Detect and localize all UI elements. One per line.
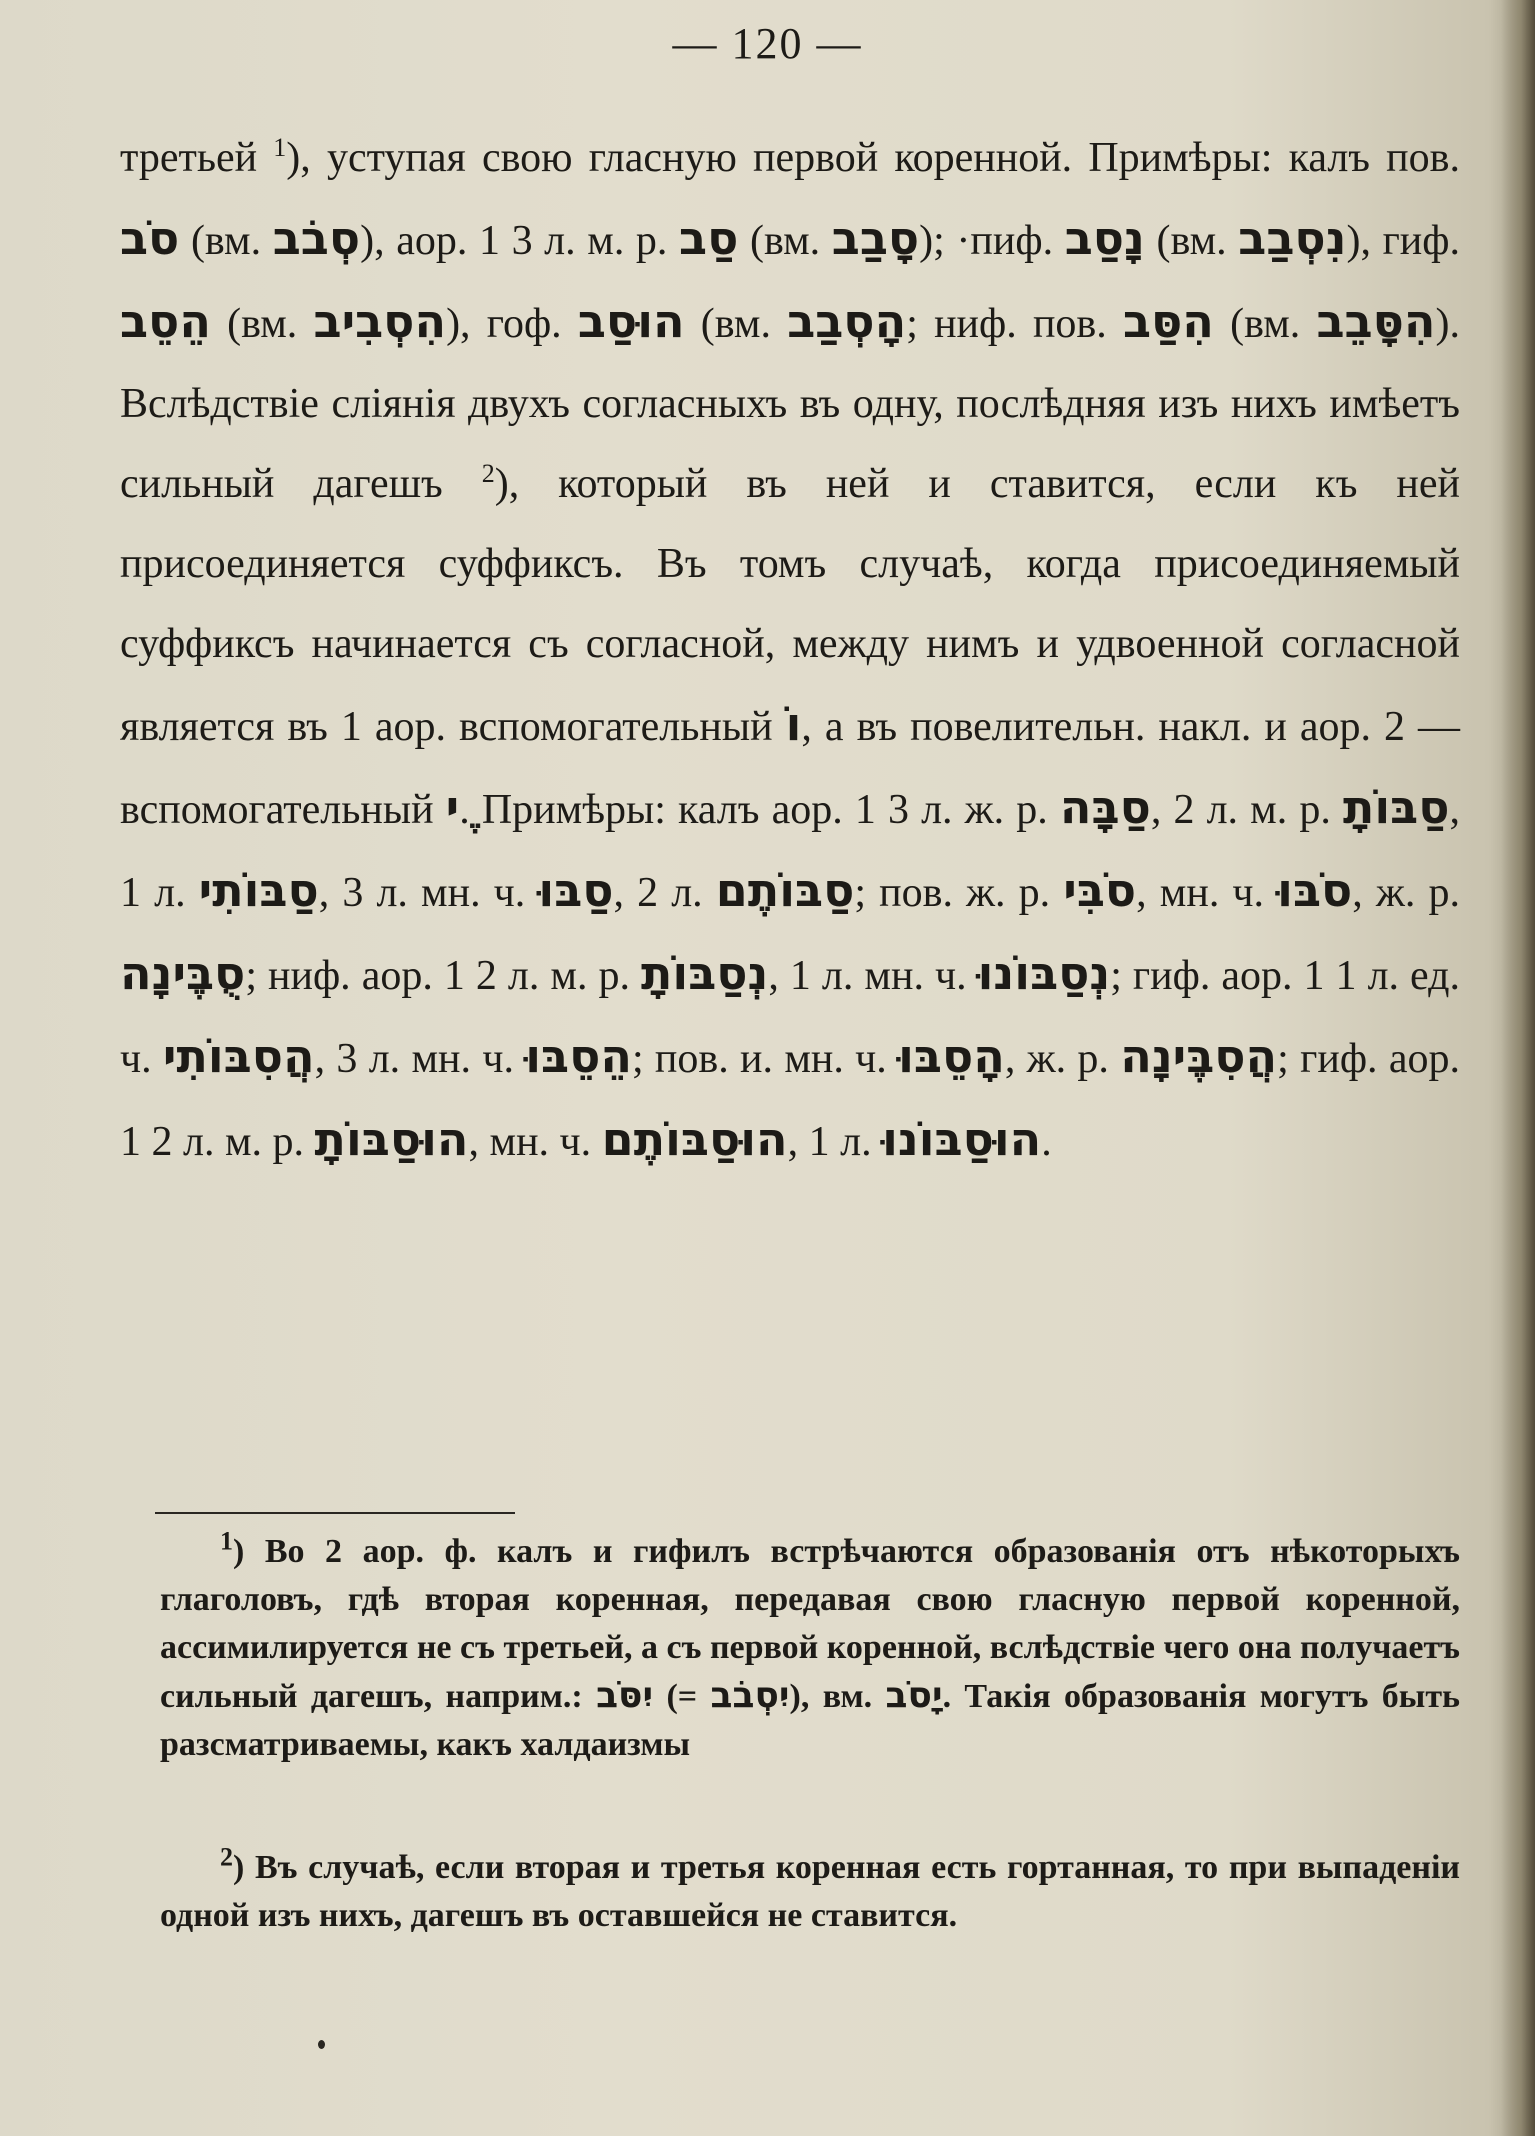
text-run: ; гиф. аор. 1 2 л. м. р. (120, 1036, 1460, 1165)
text-run: ), который въ ней и ставится, если къ ней присоединяется суффиксъ. Въ томъ случаѣ, когда присоединяемый суффиксъ начинается съ согласной, между нимъ и удвоенной согласной является въ 1 аор. вспомогательный (120, 461, 1460, 750)
hebrew-word: סַבּוֹתֶם (715, 863, 855, 917)
hebrew-word: נָסַב (1064, 211, 1145, 265)
hebrew-word: הִסַּב (1122, 294, 1214, 348)
page-edge-shadow (1501, 0, 1535, 2136)
text-run: , 2 л. м. р. (1150, 787, 1343, 833)
main-text (120, 118, 1460, 1182)
text-run: ); ·пиф. (919, 218, 1065, 264)
hebrew-word: הִסָּבֵב (1316, 294, 1436, 348)
text-run: ) Во 2 аор. ф. калъ и гифилъ встрѣчаются образованія отъ нѣкоторыхъ глаголовъ, гдѣ вторая коренная, передавая свою гласную первой коренной, ассимилируется не съ третьей, а съ первой коренной, вслѣдствіе чего она получаетъ сильный дагешъ, наприм.: (160, 1533, 1460, 1715)
text-run: ; пов. и. мн. ч. (631, 1036, 899, 1082)
hebrew-word: הִסְבִיב (313, 294, 447, 348)
text-run: , 2 л. (613, 870, 716, 916)
text-run: (вм. (1144, 218, 1239, 264)
text-run: , а въ повелительн. накл. и аор. 2 — вспомогательный (120, 704, 1460, 833)
text-run: , ж. р. (1004, 1036, 1121, 1082)
text-run: . Примѣры: калъ аор. 1 3 л. ж. р. (459, 787, 1060, 833)
text-run: ; ниф. аор. 1 2 л. м. р. (245, 953, 641, 999)
text-run: (вм. (179, 218, 273, 264)
text-run: ; пов. ж. р. (854, 870, 1064, 916)
text-run: третьей (120, 135, 274, 181)
hebrew-word: סֹבִּי (1063, 863, 1137, 917)
hebrew-word: נִסְבַב (1238, 211, 1347, 265)
hebrew-word: סַבּוֹתִי (198, 863, 319, 917)
text-run: ; ниф. пов. (906, 301, 1123, 347)
hebrew-word: הוּסַבּוֹנוּ (882, 1112, 1042, 1166)
hebrew-word: סְבֹב (272, 211, 361, 265)
hebrew-word: הֵסֵבּוּ (525, 1029, 632, 1083)
hebrew-word: הוּסַבּוֹתֶם (601, 1112, 788, 1166)
hebrew-word: הֲסִבֶּינָה (1120, 1029, 1278, 1083)
text-run: , 3 л. мн. ч. (314, 1036, 526, 1082)
footnote-ref-1: 1 (273, 133, 287, 162)
footnote-2 (160, 1844, 1460, 1940)
hebrew-word: נְסַבּוֹנוּ (977, 946, 1111, 1000)
text-run: (вм. (684, 301, 788, 347)
hebrew-word: נְסַבּוֹתָ (641, 946, 769, 1000)
text-run: , 1 л. (120, 787, 1461, 916)
page-number: — 120 — (672, 19, 863, 68)
hebrew-word: יִסֹּב (596, 1675, 654, 1716)
footnote-ref-2: 2 (481, 459, 495, 488)
hebrew-word: סַבָּה (1059, 780, 1151, 834)
text-run: . Такія образованія могутъ быть разсматриваемы, какъ халдаизмы (160, 1678, 1461, 1763)
text-run: ), уступая свою гласную первой коренной. Примѣры: калъ пов. (286, 135, 1460, 181)
text-run: (вм. (1213, 301, 1317, 347)
footnote-1 (160, 1528, 1460, 1769)
text-run: ), вм. (789, 1678, 886, 1715)
text-run: ; гиф. аор. 1 1 л. ед. ч. (120, 953, 1461, 1082)
hebrew-word: סֻבֶּינָה (120, 946, 246, 1000)
hebrew-word: סֹבּוּ (1277, 863, 1353, 917)
text-run: ), аор. 1 3 л. м. р. (360, 218, 680, 264)
hebrew-word: סָבַב (831, 211, 920, 265)
hebrew-vowel: ֶי (445, 780, 460, 834)
text-run: , мн. ч. (1136, 870, 1278, 916)
hebrew-word: סֹב (120, 211, 180, 265)
text-run: (вм. (210, 301, 314, 347)
footnote-mark-1: 1 (220, 1526, 233, 1556)
text-run: (= (653, 1678, 711, 1715)
text-run: , 1 л. мн. ч. (768, 953, 978, 999)
hebrew-word: סַבּוּ (538, 863, 614, 917)
hebrew-word: יָסֹב (885, 1675, 943, 1716)
hebrew-word: סַבּוֹתָ (1342, 780, 1450, 834)
text-run: , 1 л. (787, 1119, 883, 1165)
ink-dot (318, 2040, 325, 2049)
hebrew-word: הֵסֵב (120, 294, 211, 348)
text-run: ), гиф. (1346, 218, 1460, 264)
text-run: . (1041, 1119, 1052, 1165)
hebrew-vowel: וֹ (785, 697, 802, 751)
hebrew-word: הָסֵבּוּ (898, 1029, 1005, 1083)
hebrew-word: יִסְבֹב (710, 1675, 790, 1716)
footnote-separator (155, 1512, 515, 1514)
text-run: , ж. р. (1352, 870, 1460, 916)
hebrew-word: הוּסַב (577, 294, 685, 348)
hebrew-word: הָסְבַב (787, 294, 907, 348)
hebrew-word: סַב (679, 211, 739, 265)
text-run: ). Вслѣдствіе сліянія двухъ согласныхъ въ одну, послѣдняя изъ нихъ имѣетъ сильный дагешъ (120, 301, 1460, 507)
hebrew-word: הוּסַבּוֹתָ (314, 1112, 469, 1166)
text-run: ), гоф. (446, 301, 578, 347)
text-run: , мн. ч. (468, 1119, 602, 1165)
text-run: , 3 л. мн. ч. (318, 870, 539, 916)
hebrew-word: הֲסִבּוֹתִי (162, 1029, 315, 1083)
text-run: (вм. (738, 218, 832, 264)
text-run: ) Въ случаѣ, если вторая и третья коренная есть гортанная, то при выпаденіи одной изъ нихъ, дагешъ въ оставшейся не ставится. (160, 1849, 1460, 1934)
footnote-mark-2: 2 (220, 1842, 233, 1872)
